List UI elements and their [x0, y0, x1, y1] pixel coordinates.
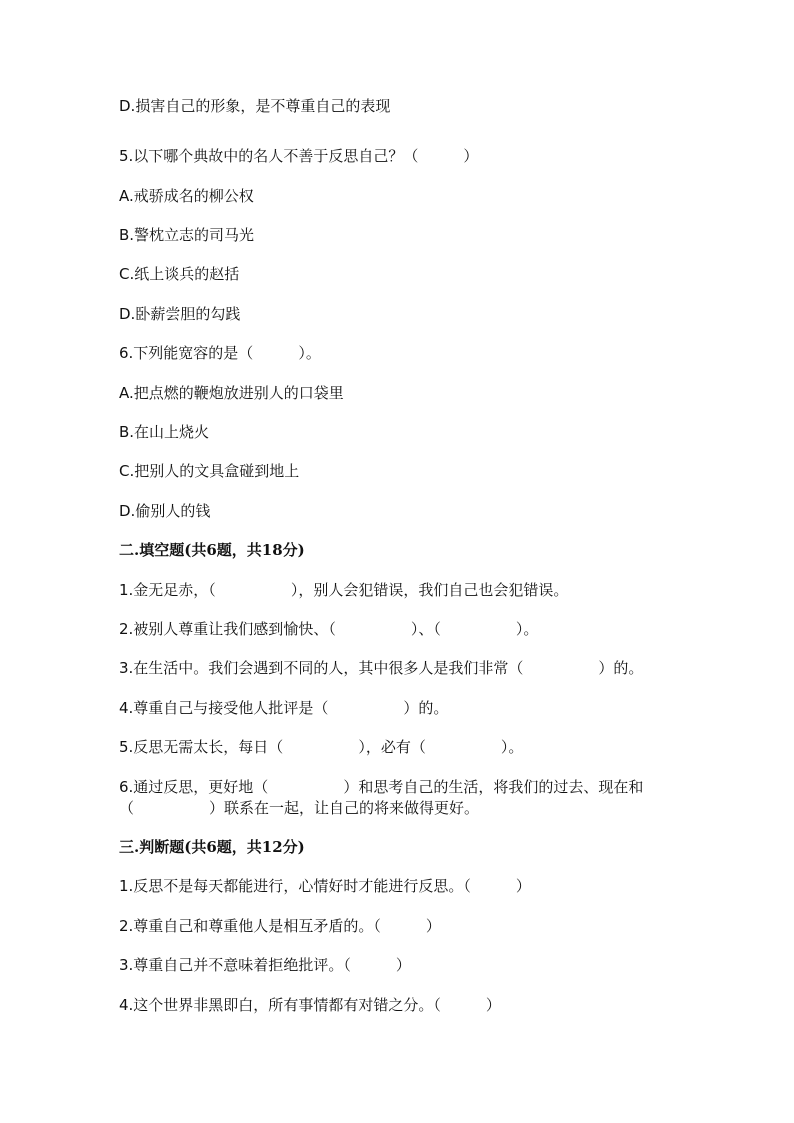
fill-blank-item-3: 3.在生活中。我们会遇到不同的人，其中很多人是我们非常（ ）的。	[119, 659, 644, 677]
fill-blank-item-6-line-2: （ ）联系在一起，让自己的将来做得更好。	[119, 799, 480, 817]
fill-blank-item-1: 1.金无足赤，（ ），别人会犯错误，我们自己也会犯错误。	[119, 581, 569, 599]
section-3-heading: 三.判断题(共6题，共12分)	[119, 838, 305, 856]
question-5-option-c: C.纸上谈兵的赵括	[119, 265, 240, 283]
question-6-option-a: A.把点燃的鞭炮放进别人的口袋里	[119, 384, 344, 402]
question-5-option-a: A.戒骄成名的柳公权	[119, 187, 254, 205]
question-5-option-b: B.警枕立志的司马光	[119, 226, 255, 244]
question-6-text: 6.下列能宽容的是（ ）。	[119, 344, 321, 362]
judgement-item-2: 2.尊重自己和尊重他人是相互矛盾的。（ ）	[119, 917, 441, 935]
fill-blank-item-2: 2.被别人尊重让我们感到愉快、（ ）、（ ）。	[119, 620, 539, 638]
question-5-text: 5.以下哪个典故中的名人不善于反思自己？（ ）	[119, 147, 479, 165]
section-2-heading: 二.填空题(共6题，共18分)	[119, 541, 305, 559]
question-6-option-b: B.在山上烧火	[119, 423, 210, 441]
judgement-item-1: 1.反思不是每天都能进行，心情好时才能进行反思。（ ）	[119, 877, 531, 895]
fill-blank-item-6-line-1: 6.通过反思，更好地（ ）和思考自己的生活，将我们的过去、现在和	[119, 778, 644, 796]
judgement-item-4: 4.这个世界非黑即白，所有事情都有对错之分。（ ）	[119, 996, 501, 1014]
fill-blank-item-4: 4.尊重自己与接受他人批评是（ ）的。	[119, 699, 449, 717]
judgement-item-3: 3.尊重自己并不意味着拒绝批评。（ ）	[119, 956, 411, 974]
question-6-option-c: C.把别人的文具盒碰到地上	[119, 462, 300, 480]
question-5-option-d: D.卧薪尝胆的勾践	[119, 305, 241, 323]
question-6-option-d: D.偷别人的钱	[119, 502, 211, 520]
option-5d-prev-question: D.损害自己的形象，是不尊重自己的表现	[119, 97, 391, 115]
fill-blank-item-5: 5.反思无需太长，每日（ ），必有（ ）。	[119, 738, 524, 756]
